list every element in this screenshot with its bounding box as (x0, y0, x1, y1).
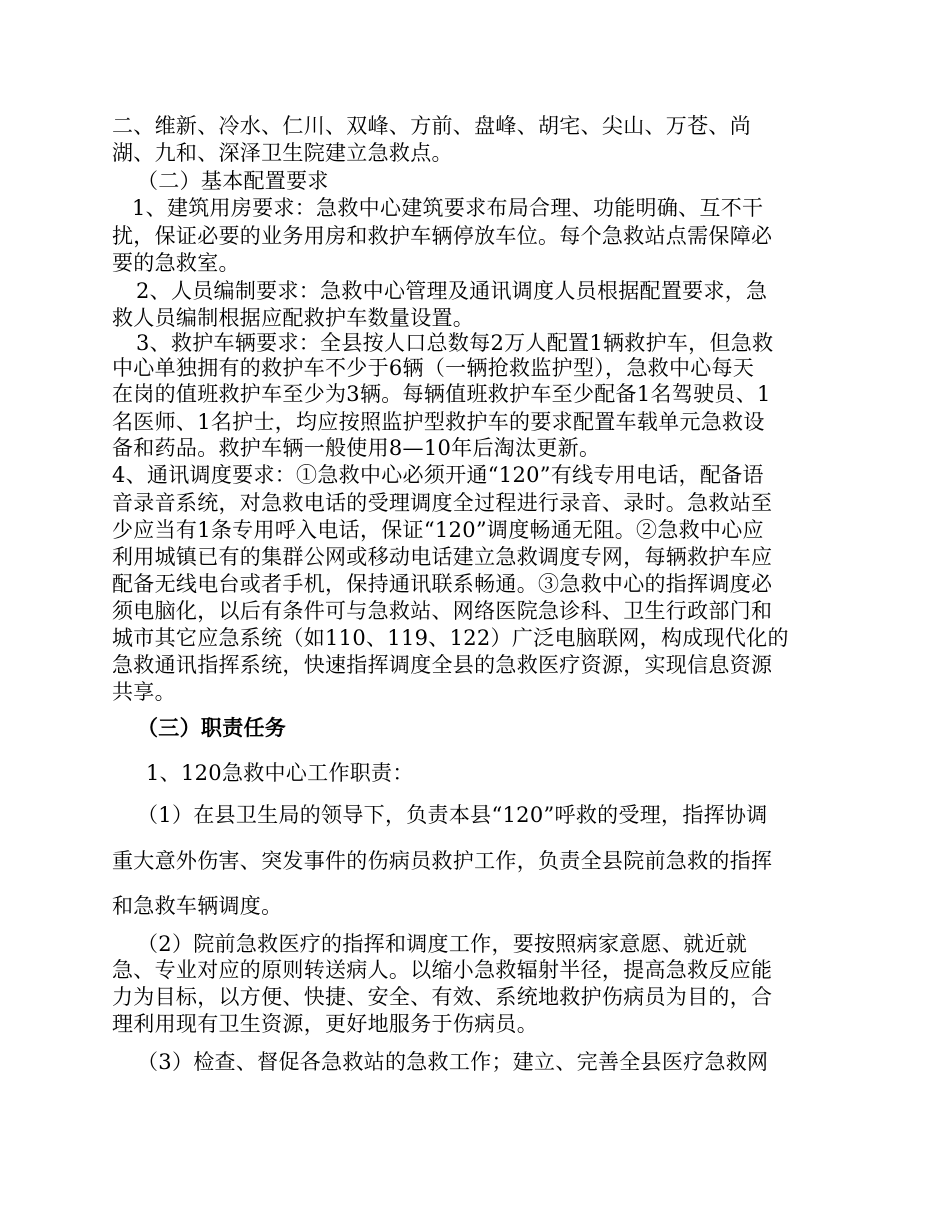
text-line: 急、专业对应的原则转送病人。以缩小急救辐射半径，提高急救反应能 (112, 958, 773, 982)
text-line: 2、人员编制要求：急救中心管理及通讯调度人员根据配置要求，急 (136, 279, 768, 303)
text-line: 共享。 (112, 680, 176, 704)
text-line: 救人员编制根据应配救护车数量设置。 (112, 306, 475, 330)
text-line: 在岗的值班救护车至少为3辆。每辆值班救护车至少配备1名驾驶员、1 (112, 382, 771, 406)
text-line: 少应当有1条专用呼入电话，保证“120”调度畅通无阻。②急救中心应 (112, 518, 764, 542)
section-heading: （三）职责任务 (137, 715, 287, 740)
text-line: 利用城镇已有的集群公网或移动电话建立急救调度专网，每辆救护车应 (112, 545, 773, 569)
text-line: 中心单独拥有的救护车不少于6辆（一辆抢救监护型），急救中心每天 (112, 356, 755, 380)
text-line: 音录音系统，对急救电话的受理调度全过程进行录音、录时。急救站至 (112, 491, 773, 515)
text-line: 1、120急救中心工作职责： (146, 761, 414, 785)
text-line: 二、维新、冷水、仁川、双峰、方前、盘峰、胡宅、尖山、万苍、尚 (112, 114, 751, 138)
text-line: 城市其它应急系统（如110、119、122）广泛电脑联网，构成现代化的 (112, 626, 789, 650)
text-line: 理利用现有卫生资源，更好地服务于伤病员。 (112, 1012, 538, 1036)
text-line: 急救通讯指挥系统，快速指挥调度全县的急救医疗资源，实现信息资源 (112, 653, 773, 677)
text-line: （3）检查、督促各急救站的急救工作；建立、完善全县医疗急救网 (137, 1050, 769, 1074)
text-line: 须电脑化，以后有条件可与急救站、网络医院急诊科、卫生行政部门和 (112, 599, 773, 623)
text-line: 配备无线电台或者手机，保持通讯联系畅通。③急救中心的指挥调度必 (112, 572, 773, 596)
text-line: 备和药品。救护车辆一般使用8—10年后淘汰更新。 (112, 436, 601, 460)
text-line: 力为目标，以方便、快捷、安全、有效、系统地救护伤病员为目的，合 (112, 985, 773, 1009)
text-line: 和急救车辆调度。 (112, 894, 283, 918)
text-line: 要的急救室。 (112, 251, 240, 275)
text-line: 名医师、1名护士，均应按照监护型救护车的要求配置车载单元急救设 (112, 410, 765, 434)
text-line: （1）在县卫生局的领导下，负责本县“120”呼救的受理，指挥协调 (137, 803, 768, 827)
text-line: 3、救护车辆要求：全县按人口总数每2万人配置1辆救护车，但急救 (136, 331, 774, 355)
text-line: 扰，保证必要的业务用房和救护车辆停放车位。每个急救站点需保障必 (112, 224, 773, 248)
text-line: 重大意外伤害、突发事件的伤病员救护工作，负责全县院前急救的指挥 (112, 849, 773, 873)
section-heading: （二）基本配置要求 (137, 169, 329, 193)
text-line: （2）院前急救医疗的指挥和调度工作，要按照病家意愿、就近就 (137, 932, 748, 956)
text-line: 4、通讯调度要求：①急救中心必须开通“120”有线专用电话，配备语 (112, 463, 764, 487)
text-line: 湖、九和、深泽卫生院建立急救点。 (112, 141, 453, 165)
text-line: 1、建筑用房要求：急救中心建筑要求布局合理、功能明确、互不干 (132, 196, 764, 220)
